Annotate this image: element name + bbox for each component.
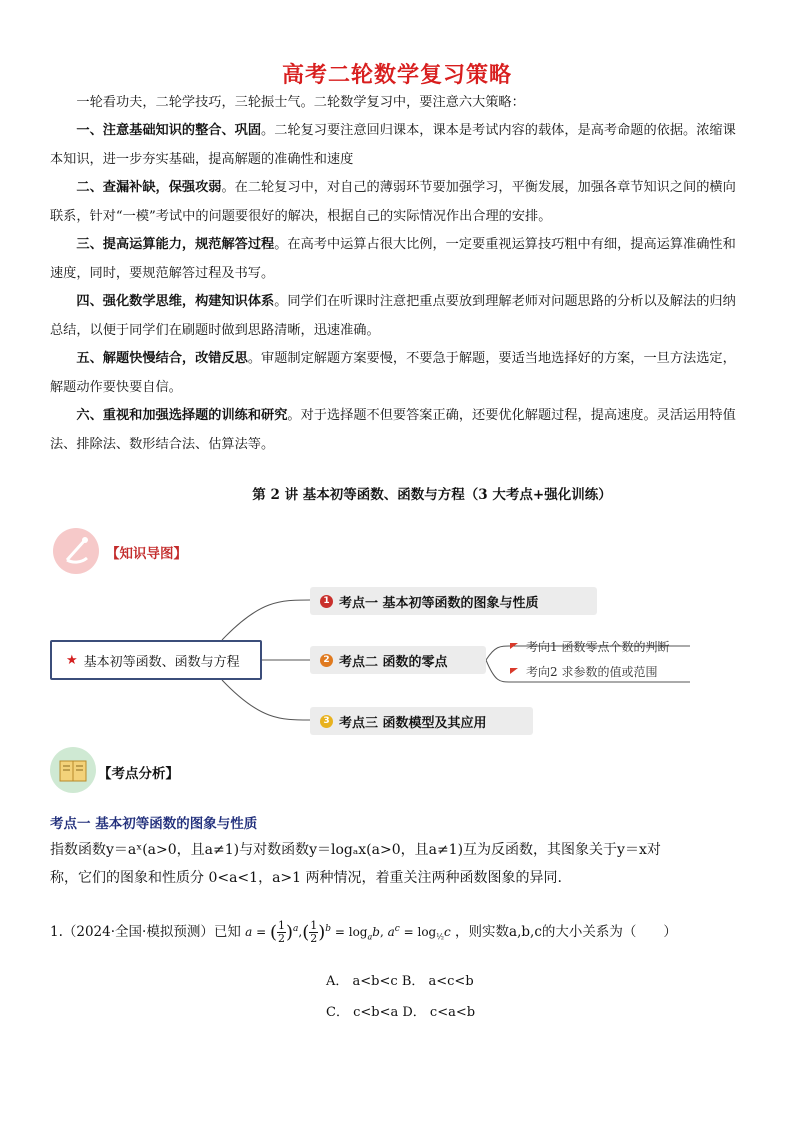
number-badge-3: 3	[320, 715, 333, 728]
strategy-4-text: 。同学们在听课时注意把重点要放到理解老师对问题思路的分析以及解法的归纳总结，以便于同学们在刷题时做到思路清晰，迅速准确。	[50, 294, 736, 338]
strategy-3-text: 。在高考中运算占很大比例，一定要重视运算技巧粗中有细，提高运算准确性和速度，同时，要规范解答过程及书写。	[50, 237, 736, 281]
question-suffix: ，则实数a,b,c的大小关系为（ ）	[455, 924, 677, 940]
option-c[interactable]: C． c<b<a	[326, 1005, 399, 1020]
question-formula: a = (1 2)$^a$,(1 $2)^b = \log_ab$, $a^c = \log_{\frac{1}{2}}c$	[245, 919, 451, 945]
strategy-2-heading: 二、查漏补缺，保强攻弱	[76, 180, 222, 195]
mindmap-root-label: 基本初等函数、函数与方程	[83, 654, 240, 670]
mindmap-node-1	[310, 587, 597, 615]
strategy-5-text: 。审题制定解题方案要慢，不要急于解题，要适当地选择好的方案，一旦方法选定，解题动作要快要自信。	[50, 351, 736, 395]
mindmap-node-3-label: 考点三 函数模型及其应用	[339, 715, 487, 731]
number-badge-2: 2	[320, 654, 333, 667]
mindmap-node-2-label: 考点二 函数的零点	[339, 654, 448, 670]
keypoint-text-line-1: 指数函数y＝aˣ(a>0，且a≠1)与对数函数y＝logₐx(a>0，且a≠1)互为反函数，其图象关于y＝x对	[50, 842, 661, 858]
strategy-6-text: 。对于选择题不但要答案正确，还要优化解题过程，提高速度。灵活运用特值法、排除法、数形结合法、估算法等。	[50, 408, 736, 452]
notebook-icon	[50, 747, 96, 793]
mindmap-sub-1-label: 考向1 函数零点个数的判断	[526, 640, 670, 654]
mindmap-root	[50, 640, 262, 680]
mindmap-node-1-label: 考点一 基本初等函数的图象与性质	[339, 595, 539, 611]
strategy-6-heading: 六、重视和加强选择题的训练和研究	[76, 408, 288, 423]
strategy-5-heading: 五、解题快慢结合，改错反思	[76, 351, 248, 366]
knowledge-map-heading: 【知识导图】	[106, 546, 187, 562]
mindmap-node-3	[310, 707, 533, 735]
flag-icon	[510, 643, 518, 649]
page-title: 高考二轮数学复习策略	[281, 63, 512, 88]
options-row-2	[326, 1001, 475, 1020]
mindmap-node-2	[310, 646, 486, 674]
strategy-1-text: 。二轮复习要注意回归课本，课本是考试内容的载体，是高考命题的依据。浓缩课本知识，进一步夯实基础，提高解题的准确性和速度	[50, 123, 736, 167]
option-a[interactable]: A． a<b<c	[326, 974, 398, 989]
mindmap-sub-1	[510, 638, 669, 655]
keypoint-text-line-2: 称，它们的图象和性质分 0<a<1，a>1 两种情况，着重关注两种函数图象的异同.	[50, 870, 562, 886]
lecture-title: 第 2 讲 基本初等函数、函数与方程（3 大考点+强化训练）	[252, 487, 612, 503]
keypoint-title: 考点一 基本初等函数的图象与性质	[50, 816, 258, 832]
strategy-1-heading: 一、注意基础知识的整合、巩固	[76, 123, 262, 138]
mindmap-sub-2	[510, 663, 657, 680]
option-d[interactable]: D． c<a<b	[402, 1005, 476, 1020]
number-badge-1: 1	[320, 595, 333, 608]
star-icon: ★	[66, 652, 78, 668]
strategy-2-text: 。在二轮复习中，对自己的薄弱环节要加强学习，平衡发展，加强各章节知识之间的横向联系，针对“一模”考试中的问题要很好的解决，根据自己的实际情况作出合理的安排。	[50, 180, 736, 224]
flag-icon	[510, 668, 518, 674]
intro-paragraph: 一轮看功夫，二轮学技巧，三轮振士气。二轮数学复习中，要注意六大策略：	[76, 95, 525, 110]
strategy-3-heading: 三、提高运算能力，规范解答过程	[76, 237, 275, 252]
question-prefix: 1.（2024·全国·模拟预测）已知	[50, 924, 241, 940]
options-row-1	[326, 970, 474, 989]
mindmap-sub-2-label: 考向2 求参数的值或范围	[526, 665, 658, 679]
analysis-heading: 【考点分析】	[98, 766, 179, 782]
option-b[interactable]: B． a<c<b	[401, 974, 474, 989]
question-1	[50, 920, 677, 945]
strategy-4-heading: 四、强化数学思维，构建知识体系	[76, 294, 275, 309]
